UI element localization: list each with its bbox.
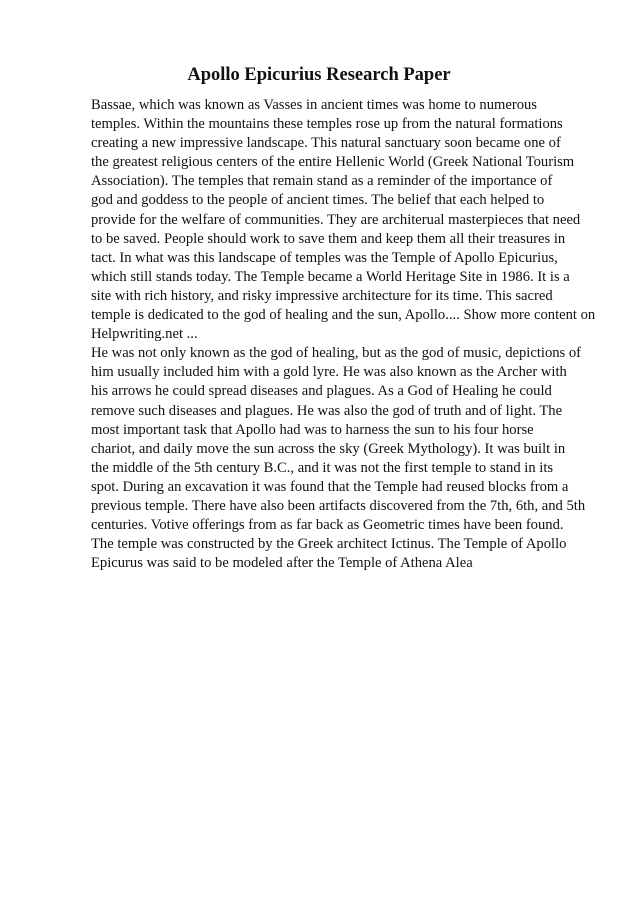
body-line: temples. Within the mountains these temples rose up from the natural formations (91, 116, 563, 133)
body-line: Epicurus was said to be modeled after the Temple of Athena Alea (91, 555, 473, 572)
body-line: site with rich history, and risky impressive architecture for its time. This sacred (91, 287, 553, 304)
body-line: which still stands today. The Temple became a World Heritage Site in 1986. It is a (91, 268, 570, 285)
body-line: the greatest religious centers of the entire Hellenic World (Greek National Tourism (91, 154, 575, 171)
body-line: provide for the welfare of communities. They are architerual masterpieces that need (91, 211, 581, 228)
body-line: creating a new impressive landscape. This natural sanctuary soon became one of (91, 135, 561, 152)
body-line: Bassae, which was known as Vasses in ancient times was home to numerous (91, 97, 537, 113)
body-line: the middle of the 5th century B.C., and it was not the first temple to stand in its (91, 459, 554, 476)
body-line: god and goddess to the people of ancient times. The belief that each helped to (91, 192, 545, 209)
body-line: Association). The temples that remain stand as a reminder of the importance of (91, 173, 553, 190)
body-line: most important task that Apollo had was to harness the sun to his four horse (91, 421, 534, 438)
body-line: to be saved. People should work to save them and keep them all their treasures in (91, 230, 566, 247)
document-body (91, 96, 601, 573)
body-line: previous temple. There have also been artifacts discovered from the 7th, 6th, and 5th (91, 497, 586, 514)
body-line: spot. During an excavation it was found that the Temple had reused blocks from a (91, 478, 569, 495)
body-line: his arrows he could spread diseases and plagues. As a God of Healing he could (91, 383, 552, 400)
body-line: him usually included him with a gold lyre. He was also known as the Archer with (91, 364, 567, 381)
document-title: Apollo Epicurius Research Paper (187, 65, 451, 85)
body-line: tact. In what was this landscape of temples was the Temple of Apollo Epicurius, (91, 249, 558, 266)
body-line: chariot, and daily move the sun across the sky (Greek Mythology). It was built in (91, 440, 566, 457)
body-line: remove such diseases and plagues. He was also the god of truth and of light. The (91, 402, 563, 419)
body-line: centuries. Votive offerings from as far back as Geometric times have been found. (91, 517, 564, 534)
body-line: The temple was constructed by the Greek architect Ictinus. The Temple of Apollo (91, 536, 567, 553)
body-line: Helpwriting.net ... (91, 326, 198, 343)
body-line: He was not only known as the god of healing, but as the god of music, depictions of (91, 345, 582, 362)
body-line: temple is dedicated to the god of healing and the sun, Apollo.... Show more content on (91, 307, 596, 324)
